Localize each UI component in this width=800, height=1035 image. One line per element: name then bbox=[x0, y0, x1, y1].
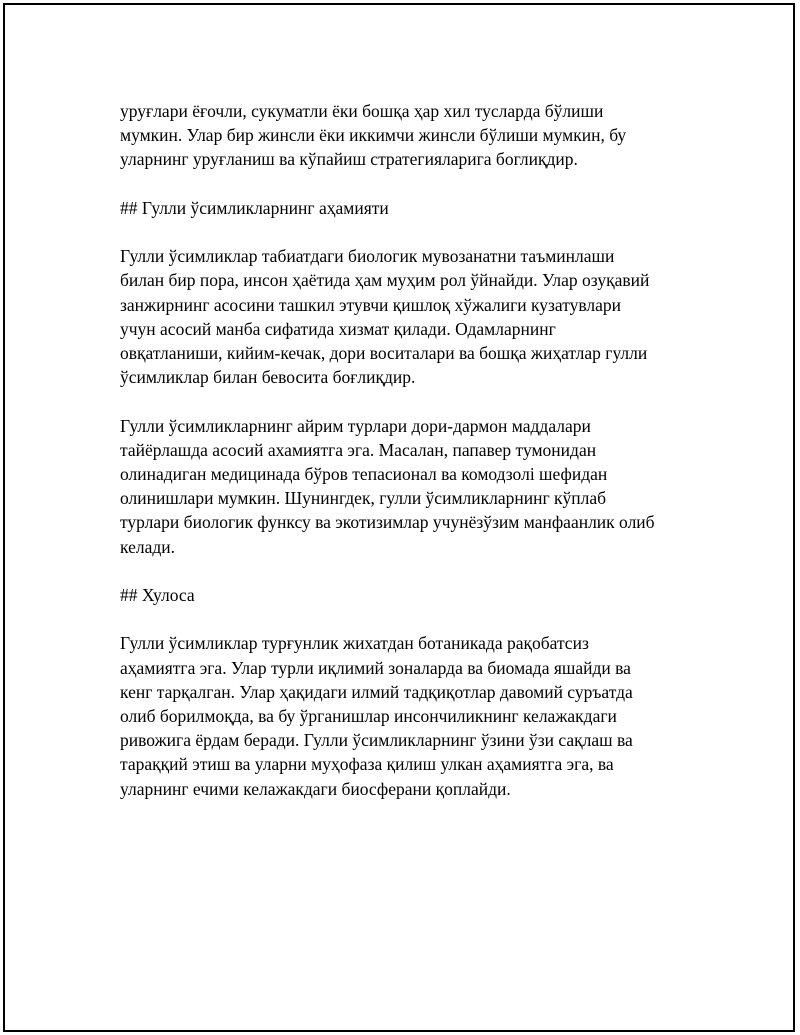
heading-text: ## Гулли ўсимликларнинг аҳамияти bbox=[120, 197, 389, 218]
text-line: Гулли ўсимликлар табиатдаги биологик мувозанатни таъминлаши bbox=[120, 246, 615, 267]
text-line: мумкин. Улар бир жинсли ёки иккимчи жинсли бўлиши мумкин, бу bbox=[120, 125, 627, 146]
text-line: Гулли ўсимликлар турғунлик жихатдан ботаникада рақобатсиз bbox=[120, 633, 589, 654]
text-line: турлари биологик функсу ва экотизимлар учунёзўзим манфаанлик олиб bbox=[120, 512, 655, 533]
document-page bbox=[3, 3, 795, 1032]
text-line: тараққий этиш ва уларни муҳофаза қилиш улкан аҳамиятга эга, ва bbox=[120, 754, 614, 775]
text-line: кенг тарқалган. Улар ҳақидаги илмий тадқиқотлар давомий суръатда bbox=[120, 681, 633, 702]
text-line: келади. bbox=[120, 536, 175, 557]
text-line: уларнинг уруғланиш ва кўпайиш стратегияларига боглиқдир. bbox=[120, 149, 578, 170]
paragraph-gap bbox=[120, 389, 700, 413]
text-line: билан бир пора, инсон ҳаётида ҳам муҳим рол ўйнайди. Улар озуқавий bbox=[120, 270, 650, 291]
text-line: учун асосий манба сифатида хизмат қилади. Одамларнинг bbox=[120, 318, 556, 339]
text-line: тайёрлашда асосий ахамиятга эга. Масалан, папавер тумонидан bbox=[120, 439, 597, 460]
text-line: олинишлари мумкин. Шунингдек, гулли ўсимликларнинг кўплаб bbox=[120, 488, 607, 509]
text-line: олинадиган медицинада бўров тепасионал ва комодзолі шефидан bbox=[120, 464, 608, 484]
document-body bbox=[120, 99, 700, 801]
text-line: Гулли ўсимликларнинг айрим турлари дори-дармон маддалари bbox=[120, 415, 591, 436]
paragraph-conclusion bbox=[120, 631, 700, 800]
paragraph-intro-continued bbox=[120, 99, 700, 172]
text-line: ўсимликлар билан бевосита боғлиқдир. bbox=[120, 367, 416, 388]
section-heading-conclusion bbox=[120, 583, 700, 607]
text-line: занжирнинг асосини ташкил этувчи қишлоқ хўжалиги кузатувлари bbox=[120, 294, 622, 315]
paragraph-gap bbox=[120, 220, 700, 244]
paragraph-importance-1 bbox=[120, 244, 700, 389]
heading-text: ## Хулоса bbox=[120, 585, 195, 605]
text-line: уруғлари ёғочли, сукуматли ёки бошқа ҳар хил тусларда бўлиши bbox=[120, 101, 604, 121]
paragraph-gap bbox=[120, 172, 700, 196]
paragraph-gap bbox=[120, 559, 700, 583]
text-line: олиб борилмоқда, ва бу ўрганишлар инсончиликнинг келажакдаги bbox=[120, 706, 617, 726]
paragraph-gap bbox=[120, 607, 700, 631]
text-line: аҳамиятга эга. Улар турли иқлимий зоналарда ва биомада яшайди ва bbox=[120, 657, 631, 678]
text-line: уларнинг ечими келажакдаги биосферани қоплайди. bbox=[120, 778, 511, 799]
paragraph-importance-2 bbox=[120, 414, 700, 559]
text-line: ривожига ёрдам беради. Гулли ўсимликларнинг ўзини ўзи сақлаш ва bbox=[120, 730, 633, 751]
text-line: овқатланиши, кийим-кечак, дори воситалари ва бошқа жиҳатлар гулли bbox=[120, 343, 648, 363]
section-heading-importance bbox=[120, 196, 700, 220]
